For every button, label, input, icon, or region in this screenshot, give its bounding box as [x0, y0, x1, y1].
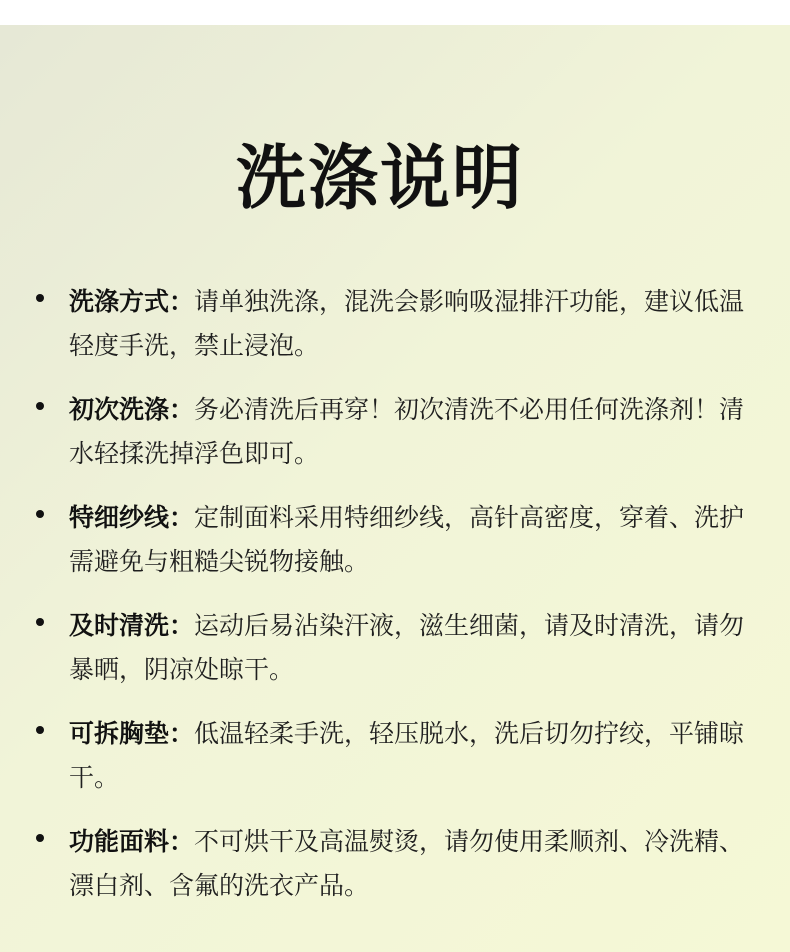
item-body: 务必清洗后再穿！初次清洗不必用任何洗涤剂！清水轻揉洗掉浮色即可。: [69, 395, 745, 468]
list-item: [0, 388, 790, 496]
item-body: 运动后易沾染汗液，滋生细菌，请及时清洗，请勿暴晒，阴凉处晾干。: [69, 611, 745, 684]
item-label: 可拆胸垫：: [69, 719, 195, 748]
care-list: [0, 280, 790, 928]
list-item: [0, 280, 790, 388]
item-label: 特细纱线：: [69, 503, 195, 532]
item-body: 定制面料采用特细纱线，高针高密度，穿着、洗护需避免与粗糙尖锐物接触。: [69, 503, 745, 576]
item-text: [69, 604, 759, 692]
item-text: [69, 496, 759, 584]
bullet-icon: [36, 510, 44, 518]
item-text: [69, 280, 759, 368]
item-body: 低温轻柔手洗，轻压脱水，洗后切勿拧绞，平铺晾干。: [69, 719, 745, 792]
list-item: [0, 496, 790, 604]
list-item: [0, 820, 790, 928]
list-item: [0, 604, 790, 712]
list-item: [0, 712, 790, 820]
item-label: 及时清洗：: [69, 611, 195, 640]
item-label: 初次洗涤：: [69, 395, 195, 424]
bullet-icon: [36, 294, 44, 302]
item-text: [69, 712, 759, 800]
bullet-icon: [36, 402, 44, 410]
item-body: 不可烘干及高温熨烫，请勿使用柔顺剂、冷洗精、漂白剂、含氟的洗衣产品。: [69, 827, 745, 900]
bullet-icon: [36, 726, 44, 734]
care-instructions-panel: [0, 25, 790, 952]
item-text: [69, 388, 759, 476]
bullet-icon: [36, 834, 44, 842]
item-text: [69, 820, 759, 908]
item-label: 洗涤方式：: [69, 287, 195, 316]
item-label: 功能面料：: [69, 827, 195, 856]
page-title: 洗涤说明: [236, 137, 524, 219]
bullet-icon: [36, 618, 44, 626]
item-body: 请单独洗涤，混洗会影响吸湿排汗功能，建议低温轻度手洗，禁止浸泡。: [69, 287, 745, 360]
